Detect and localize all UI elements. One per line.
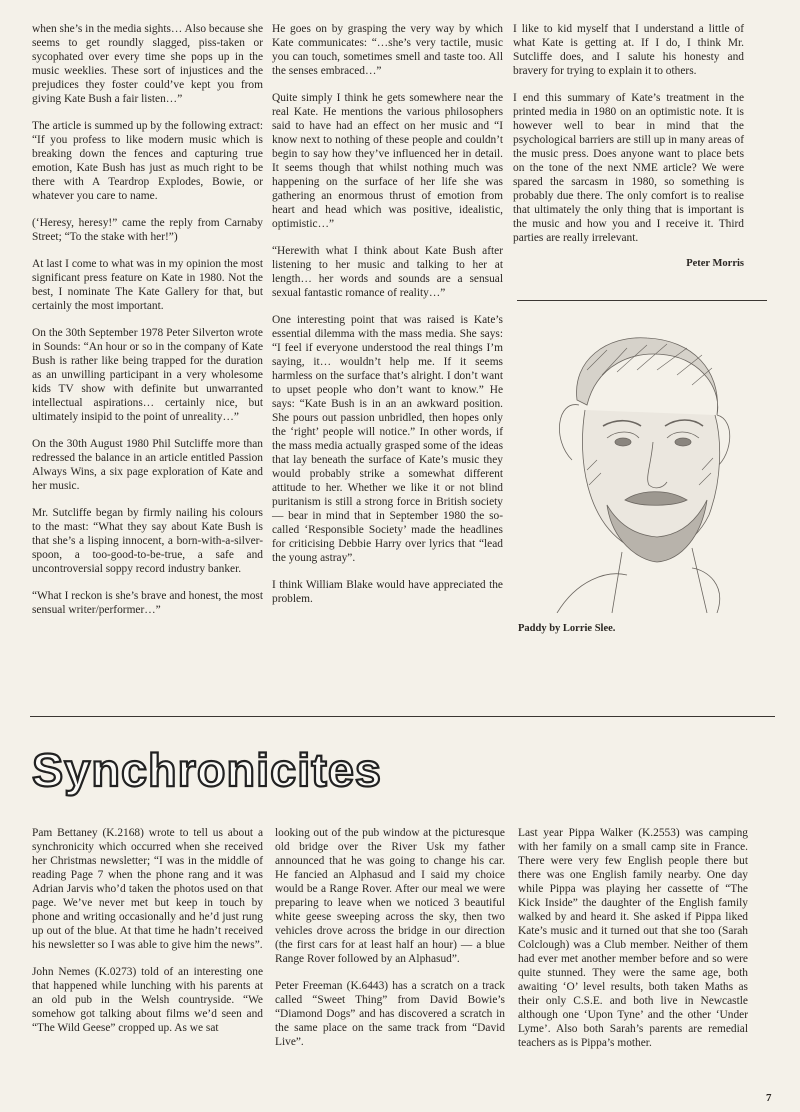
paragraph: I like to kid myself that I understand a little of what Kate is getting at. If I do, I think Mr. Sutcliffe does, and I salute his honesty and bravery for trying to explain it to others. xyxy=(513,23,744,77)
section-divider xyxy=(30,716,775,717)
synchronicities-column-3 xyxy=(518,826,748,1050)
article-column-2 xyxy=(272,22,503,606)
paragraph: Last year Pippa Walker (K.2553) was camping with her family on a small camp site in France. There were very few English people there but there was one English family nearby. One day while Pippa was playing her cassette of “The Kick Inside” the daughter of the English family walked by and heard it. She asked if Pippa liked Kate’s music and it turned out that she too (Sarah Colclough) was a Club member. Neither of them had ever met another member before and so were quite stunned. They were the same age, both awaiting ‘O’ level results, both taken Maths as their only C.S.E. and both live in Newcastle although one ‘Upon Tyne’ and the other ‘Under Lyme’. Also both Sarah’s parents are remedial teachers as is Pippa’s mother. xyxy=(518,827,748,1049)
synchronicities-column-2 xyxy=(275,826,505,1049)
paragraph: I think William Blake would have appreciated the problem. xyxy=(272,579,503,605)
paragraph: Mr. Sutcliffe began by firmly nailing his colours to the mast: “What they say about Kate Bush is that she’s a lisping innocent, a born-with-a-silver-spoon, a too-good-to-be-true, a safe and uncontroversial soppy record industry banker. xyxy=(32,507,263,575)
divider-short xyxy=(517,300,767,301)
section-heading-text: Synchronicites xyxy=(32,744,382,796)
paragraph: Pam Bettaney (K.2168) wrote to tell us about a synchronicity which occurred when she received her Christmas newsletter; “I was in the middle of reading Page 7 when the phone rang and it was Adrian Jarvis who’d taken the photos used on that page. We’ve never met but keep in touch by phone and writing occasionally and he’d just rung up out of the blue. At that time he hadn’t received his newsletter so I was able to give him the news”. xyxy=(32,827,263,951)
synchronicities-column-1 xyxy=(32,826,263,1035)
paragraph: (‘Heresy, heresy!” came the reply from Carnaby Street; “To the stake with her!”) xyxy=(32,217,263,243)
paragraph: Peter Freeman (K.6443) has a scratch on a track called “Sweet Thing” from David Bowie’s “Diamond Dogs” and has discovered a scratch in the same place on the same track from “David Live”. xyxy=(275,980,505,1048)
paragraph: He goes on by grasping the very way by which Kate communicates: “…she’s very tactile, music you can touch, sometimes smell and taste too. All the senses embraced…” xyxy=(272,23,503,77)
portrait-sketch xyxy=(517,330,757,613)
paragraph: looking out of the pub window at the picturesque old bridge over the River Usk my father announced that he was going to change his car. He fancied an Alphasud and I said my choice would be a Range Rover. After our meal we were preparing to leave when we noticed 3 beautiful white geese sweeping across the sky, then two vehicles drove across the bridge in our direction (the first cars for at least half an hour) — a blue Range Rover followed by an Alphasud”. xyxy=(275,827,505,965)
paragraph: “What I reckon is she’s brave and honest, the most sensual writer/performer…” xyxy=(32,590,263,616)
article-column-3 xyxy=(513,22,744,269)
paragraph: On the 30th August 1980 Phil Sutcliffe more than redressed the balance in an article entitled Passion Always Wins, a six page exploration of Kate and her music. xyxy=(32,438,263,492)
paragraph: Quite simply I think he gets somewhere near the real Kate. He mentions the various philosophers said to have had an effect on her music and “I know next to nothing of these people and couldn’t begin to say how they’ve influenced her in detail. It seems though that whilst nothing much was happening on the surface of her life she was gathering an enormous thrust of emotion from heart and head which was positive, idealistic, optimistic…” xyxy=(272,92,503,230)
paragraph: when she’s in the media sights… Also because she seems to get roundly slagged, piss-taken or sycophated over every time she pops up in the music weeklies. These sort of injustices and the prejudices they foster could’ve kept you from giving Kate Bush a fair listen…” xyxy=(32,23,263,105)
paragraph: “Herewith what I think about Kate Bush after listening to her music and talking to her at length… her words and sounds are a sensual sexual fantastic romance of reality…” xyxy=(272,245,503,299)
page-number: 7 xyxy=(766,1092,772,1104)
portrait-caption: Paddy by Lorrie Slee. xyxy=(518,623,616,634)
paragraph: One interesting point that was raised is Kate’s essential dilemma with the mass media. She says: “I feel if everyone understood the real things I’m saying, it… wouldn’t help me. If it seems harmless on the surface that’s alright. I don’t want to upset people who don’t want to know.” He says: “Kate Bush is in an an awkward position. She pours out passion unbridled, then hopes only the ‘right’ people will notice.” In other words, if the mass media actually grasped some of the ideas that lay beneath the surface of Kate’s music they would probably strike a somewhat different attitude to her. Whether we like it or not blind puritanism is still a strong force in British society — bear in mind that in September 1980 the so-called ‘Responsible Society’ made the headlines for criticising Debbie Harry over lyrics that “lead the young astray”. xyxy=(272,314,503,564)
paragraph: The article is summed up by the following extract: “If you profess to like modern music which is breaking down the fences and capturing true emotion, Kate Bush has just as much right to be there with A Teardrop Explodes, Bowie, or whatever you care to name. xyxy=(32,120,263,202)
paragraph: On the 30th September 1978 Peter Silverton wrote in Sounds: “An hour or so in the company of Kate Bush is rather like being trapped for the duration as an unwilling participant in a very wholesome kids TV show with definite but unwarranted intellectual aspirations… certainly nice, but ultimately insipid to the point of unreality…” xyxy=(32,327,263,423)
paragraph: John Nemes (K.0273) told of an interesting one that happened while lunching with his parents at an old pub in the Welsh countryside. “We somehow got talking about films we’d seen and “The Wild Geese” cropped up. As we sat xyxy=(32,966,263,1034)
paragraph: I end this summary of Kate’s treatment in the printed media in 1980 on an optimistic note. It is however well to bear in mind that the psychological barriers are still up in many areas of the music press. Does anyone want to place bets on the tone of the next NME article? We were spared the sarcasm in 1980, so something is probably due there. The only comfort is to realise that ultimately the only thing that is important is the music and how you and I receive it. Third parties are really irrelevant. xyxy=(513,92,744,244)
section-heading xyxy=(28,732,388,802)
paragraph: At last I come to what was in my opinion the most significant press feature on Kate in 1980. Not the best, I nominate The Kate Gallery for that, but certainly the most important. xyxy=(32,258,263,312)
article-column-1 xyxy=(32,22,263,617)
author-signature: Peter Morris xyxy=(686,258,744,269)
